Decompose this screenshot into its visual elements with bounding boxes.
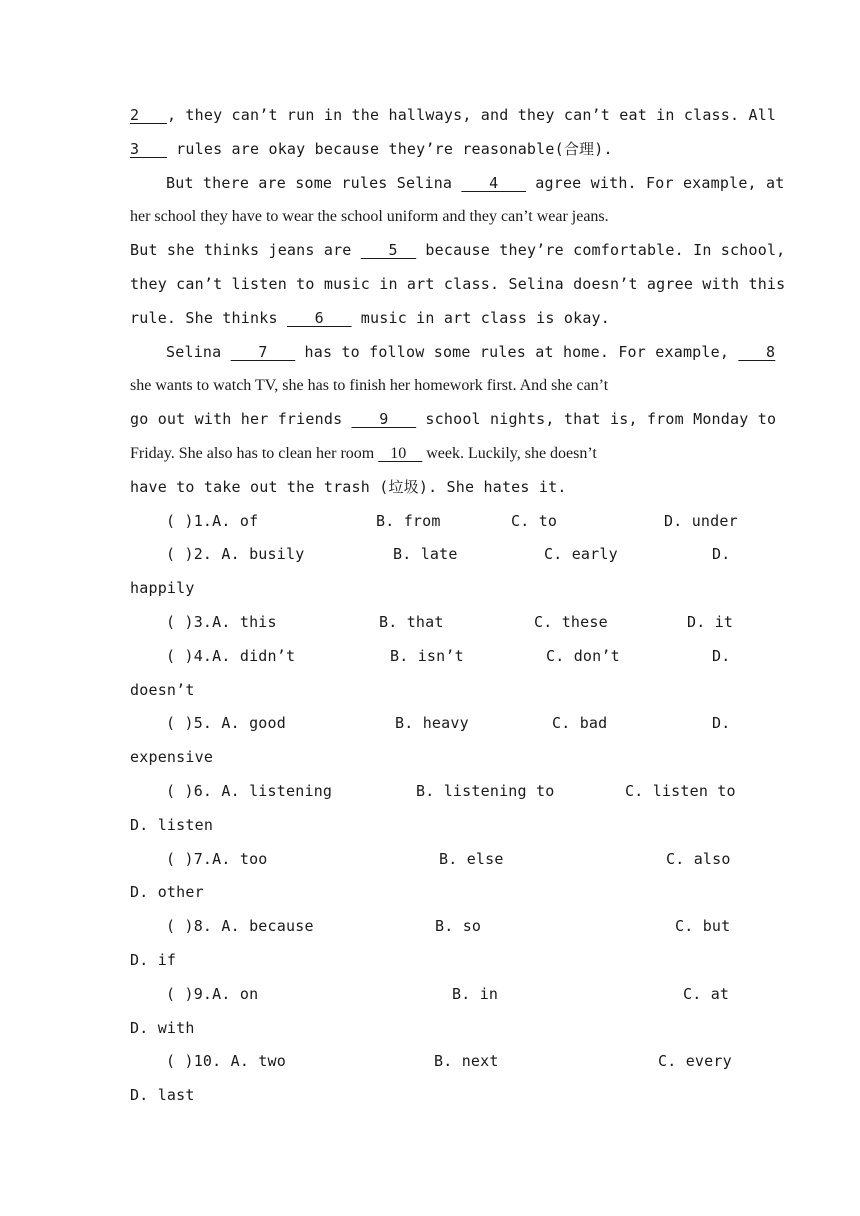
passage-text: rules are okay because they’re reasonable(合理). (166, 139, 613, 158)
question-number: ( )9.A. on (166, 984, 259, 1003)
option-c: C. early (544, 545, 618, 564)
option-b: B. that (379, 612, 444, 631)
passage-text: her school they have to wear the school uniform and they can’t wear jeans. (130, 208, 609, 226)
passage-line-5 (130, 234, 786, 268)
option-b: B. so (435, 917, 482, 936)
option-b: B. in (452, 984, 499, 1003)
option-d: D. (712, 714, 731, 733)
passage-text: week. Luckily, she doesn’t (422, 444, 597, 462)
option-d: D. last (130, 1086, 195, 1105)
passage-line-11 (130, 437, 730, 471)
passage-text: she wants to watch TV, she has to finish her homework first. And she can’t (130, 377, 609, 395)
passage-text: music in art class is okay. (351, 308, 611, 327)
passage-line-1 (130, 99, 777, 133)
option-d-text: expensive (130, 748, 214, 767)
option-d: D. it (687, 612, 734, 631)
question-9 (130, 978, 730, 1012)
question-1 (130, 505, 738, 539)
option-c: C. at (683, 984, 730, 1003)
passage-text: But there are some rules Selina (166, 173, 462, 192)
option-d: D. (712, 545, 731, 564)
option-d: D. (712, 646, 731, 665)
passage-text: , they can’t run in the hallways, and they can’t eat in class. All (166, 106, 777, 124)
blank-3: 3 (130, 139, 167, 158)
passage-text: because they’re comfortable. In school, (416, 241, 786, 260)
passage-text: But she thinks jeans are (130, 241, 361, 260)
question-2 (130, 538, 730, 572)
passage-text: agree with. For example, at (526, 173, 785, 192)
passage-text: they can’t listen to music in art class. Selina doesn’t agree with this (130, 274, 786, 293)
blank-6: 6 (286, 308, 352, 327)
blank-4: 4 (461, 173, 527, 192)
option-c: C. every (658, 1052, 732, 1071)
passage-text: Friday. She also has to clean her room (130, 444, 379, 462)
question-10 (130, 1045, 730, 1079)
option-b: B. else (439, 849, 504, 868)
passage-text: rule. She thinks (130, 308, 287, 327)
passage-text: school nights, that is, from Monday to (416, 410, 777, 429)
blank-9: 9 (351, 410, 417, 429)
question-8 (130, 910, 730, 944)
option-b: B. next (434, 1052, 499, 1071)
question-number: ( )7.A. too (166, 849, 268, 868)
question-number: ( )2. A. busily (166, 545, 305, 564)
question-6 (130, 775, 736, 809)
option-c: C. but (675, 917, 731, 936)
option-c: C. these (534, 612, 608, 631)
question-5-wrap (130, 741, 730, 775)
option-d: D. listen (130, 815, 214, 834)
passage-line-12 (130, 471, 730, 505)
option-b: B. isn’t (390, 646, 464, 665)
question-number: ( )6. A. listening (166, 781, 333, 800)
question-number: ( )3.A. this (166, 612, 277, 631)
option-d: D. other (130, 883, 204, 902)
blank-2: 2 (130, 106, 167, 124)
option-d-text: happily (130, 579, 195, 598)
blank-5: 5 (360, 241, 417, 260)
question-number: ( )8. A. because (166, 917, 314, 936)
question-number: ( )5. A. good (166, 714, 286, 733)
option-d-text: doesn’t (130, 680, 195, 699)
question-2-wrap (130, 572, 730, 606)
question-number: ( )1.A. of (166, 511, 259, 530)
blank-8: 8 (738, 342, 776, 361)
question-4-wrap (130, 674, 730, 708)
option-c: C. also (666, 849, 731, 868)
option-b: B. from (376, 511, 441, 530)
passage-line-2 (130, 133, 730, 167)
question-number: ( )10. A. two (166, 1052, 286, 1071)
question-5 (130, 707, 730, 741)
passage-line-4 (130, 200, 730, 234)
passage-text: Selina (166, 342, 231, 361)
question-7-wrap (130, 876, 730, 910)
option-c: C. don’t (546, 646, 620, 665)
option-c: C. to (511, 511, 558, 530)
blank-10: 10 (378, 444, 423, 462)
passage-text: has to follow some rules at home. For example, (295, 342, 739, 361)
passage-line-8 (130, 336, 776, 370)
option-d: D. with (130, 1018, 195, 1037)
option-d: D. under (664, 511, 738, 530)
passage-line-3 (130, 167, 785, 201)
passage-line-7 (130, 302, 730, 336)
question-7 (130, 843, 730, 877)
passage-text: go out with her friends (130, 410, 352, 429)
passage-line-10 (130, 403, 777, 437)
option-c: C. bad (552, 714, 608, 733)
question-8-wrap (130, 944, 730, 978)
option-b: B. listening to (416, 781, 555, 800)
blank-7: 7 (230, 342, 296, 361)
document-page (130, 99, 786, 1113)
question-3 (130, 606, 734, 640)
option-b: B. heavy (395, 714, 469, 733)
passage-text: have to take out the trash (垃圾). She hates it. (130, 477, 567, 496)
question-6-wrap (130, 809, 730, 843)
option-b: B. late (393, 545, 458, 564)
passage-line-6 (130, 268, 786, 302)
question-number: ( )4.A. didn’t (166, 646, 296, 665)
option-d: D. if (130, 950, 177, 969)
passage-line-9 (130, 369, 730, 403)
question-10-wrap (130, 1079, 730, 1113)
question-4 (130, 640, 730, 674)
option-c: C. listen to (625, 781, 736, 800)
question-9-wrap (130, 1012, 730, 1046)
